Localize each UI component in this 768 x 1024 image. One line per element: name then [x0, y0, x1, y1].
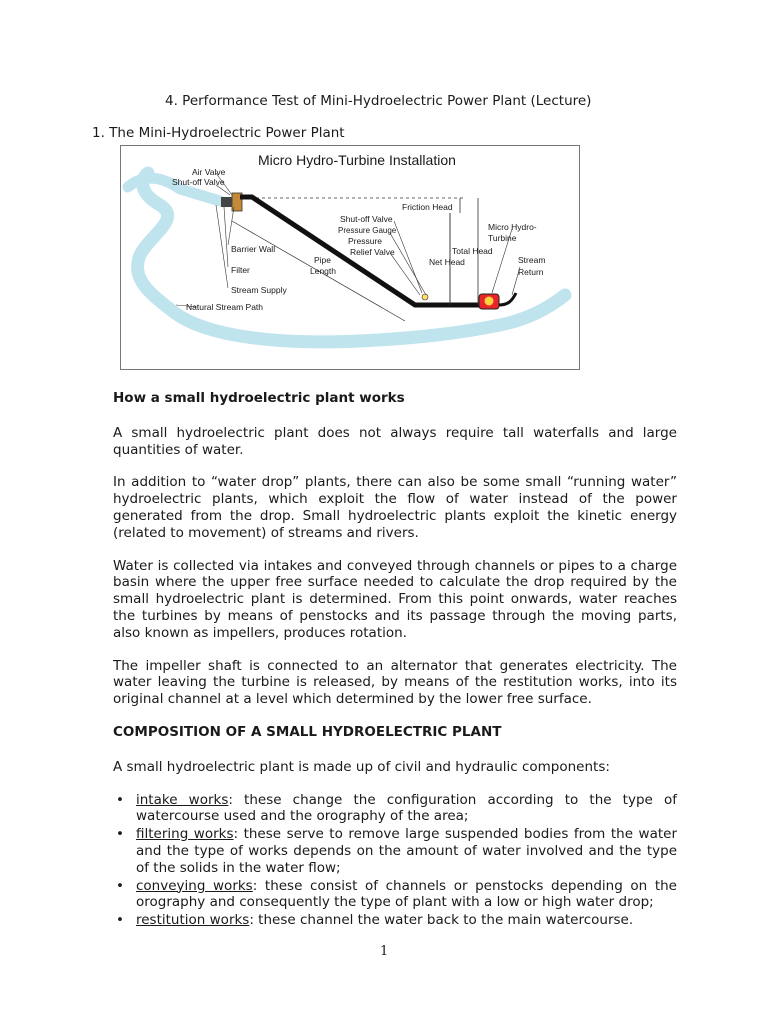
list-item-text: : these consist of channels or penstocks depending on the orography and consequently the type of plant with a low or high water drop;: [136, 877, 677, 911]
list-item-term: restitution works: [136, 912, 250, 929]
pressure-gauge: [422, 294, 428, 300]
list-item: [113, 878, 677, 912]
micro-hydro-diagram: [120, 145, 580, 370]
label-pressure: Pressure: [348, 236, 383, 246]
label-barrier-wall: Barrier Wall: [231, 244, 276, 254]
list-item-term: filtering works: [136, 826, 234, 843]
filter-box: [221, 197, 232, 207]
paragraph: In addition to “water drop” plants, there can also be some small “running water” hydroelectric plants, which exploit the flow of water instead of the power generated from the drop. Small hydroelectric plants exploit the kinetic energy (related to movement) of streams and rivers.: [113, 474, 677, 541]
list-item: [113, 792, 677, 826]
composition-intro: A small hydroelectric plant is made up of civil and hydraulic components:: [113, 758, 610, 775]
list-item: [113, 912, 677, 929]
section-title-composition: COMPOSITION OF A SMALL HYDROELECTRIC PLANT: [113, 723, 502, 740]
list-item-text: : these change the configuration according to the type of watercourse used and the orography of the area;: [136, 791, 677, 825]
label-micro-hydro: Micro Hydro-: [488, 222, 537, 232]
label-air-valve: Air Valve: [192, 167, 226, 177]
paragraph: The impeller shaft is connected to an alternator that generates electricity. The water leaving the turbine is released, by means of the restitution works, into its original channel at a level which determined by the lower free surface.: [113, 657, 677, 708]
label-friction-head: Friction Head: [402, 202, 453, 212]
paragraph: Water is collected via intakes and conveyed through channels or pipes to a charge basin where the upper free surface needed to calculate the drop required by the small hydroelectric plant is determined. From this point onwards, water reaches the turbines by means of penstocks and its passage through the moving parts, also known as impellers, produces rotation.: [113, 557, 677, 641]
paragraph: A small hydroelectric plant does not always require tall waterfalls and large quantities of water.: [113, 424, 677, 458]
label-shutoff-valve-top: Shut-off Valve: [172, 177, 225, 187]
label-shutoff-valve: Shut-off Valve: [340, 214, 393, 224]
list-item: [113, 826, 677, 876]
subsection-heading: 1. The Mini-Hydroelectric Power Plant: [92, 125, 345, 141]
components-list: [113, 792, 677, 929]
label-pressure-gauge: Pressure Gauge: [338, 226, 397, 235]
label-natural-stream-path: Natural Stream Path: [186, 302, 264, 312]
bullet-icon: •: [116, 877, 124, 894]
label-relief-valve: Relief Valve: [350, 247, 395, 257]
label-length: Length: [310, 266, 336, 276]
section-heading: 4. Performance Test of Mini-Hydroelectric Power Plant (Lecture): [165, 93, 592, 109]
label-turbine: Turbine: [488, 233, 517, 243]
bullet-icon: •: [116, 791, 124, 808]
label-total-head: Total Head: [452, 246, 493, 256]
page-number: 1: [380, 944, 389, 959]
label-return: Return: [518, 267, 544, 277]
diagram-title: Micro Hydro-Turbine Installation: [258, 152, 456, 168]
list-item-term: conveying works: [136, 877, 253, 894]
label-stream: Stream: [518, 255, 546, 265]
section-title-how-it-works: How a small hydroelectric plant works: [113, 390, 405, 406]
bullet-icon: •: [116, 826, 124, 843]
list-item-text: : these channel the water back to the main watercourse.: [249, 912, 634, 929]
list-item-term: intake works: [136, 791, 229, 808]
label-stream-supply: Stream Supply: [231, 285, 287, 295]
body-content: [113, 390, 677, 930]
label-pipe: Pipe: [314, 255, 332, 265]
bullet-icon: •: [116, 912, 124, 929]
list-item-text: : these serve to remove large suspended bodies from the water and the type of works depends on the amount of water involved and the type of the solids in the water flow;: [136, 826, 677, 876]
label-net-head: Net Head: [429, 257, 465, 267]
label-filter: Filter: [231, 265, 250, 275]
